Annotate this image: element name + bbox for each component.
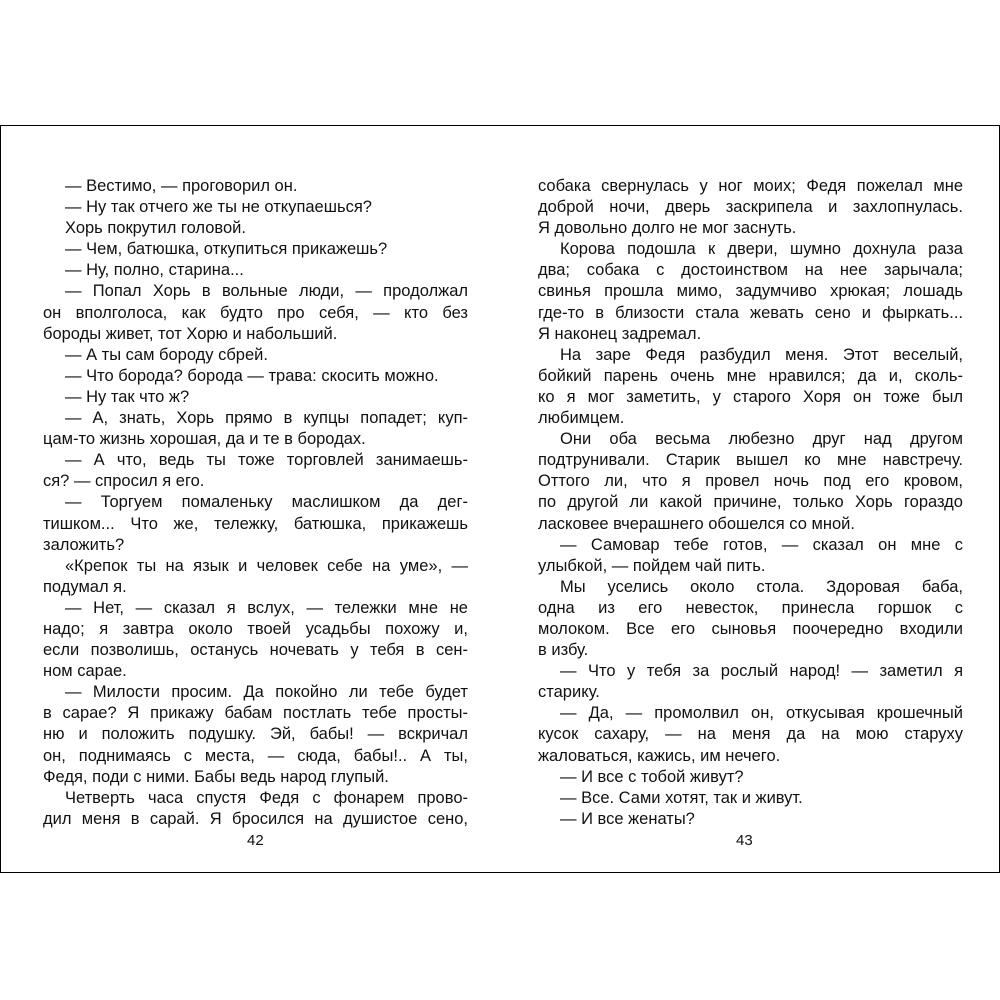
text-line: Федя, поди с ними. Бабы ведь народ глупый.: [43, 767, 389, 786]
text-line: — И все женаты?: [560, 809, 695, 828]
text-line: — Чем, батюшка, откупиться прикажешь?: [65, 240, 388, 259]
text-line: Четверть часа спустя Федя с фонарем прово-: [65, 788, 468, 807]
text-line: — А ты сам бороду сбрей.: [65, 345, 268, 364]
text-line: свинья прошла мимо, задумчиво хрюкая; лошадь: [538, 282, 963, 301]
text-line: дил меня в сарай. Я бросился на душистое сено,: [43, 809, 468, 828]
text-line: по другой ли какой причине, только Хорь гораздо: [538, 493, 963, 512]
text-line: — Что борода? борода — трава: скосить можно.: [65, 366, 439, 385]
text-line: старику.: [538, 683, 600, 702]
text-line: — Вестимо, — проговорил он.: [65, 177, 298, 195]
text-line: — Нет, — сказал я вслух, — тележки мне не: [65, 598, 468, 617]
text-line: — А, знать, Хорь прямо в купцы попадет; куп-: [65, 409, 468, 428]
text-line: — Торгуем помаленьку маслишком да дег-: [65, 493, 468, 512]
text-line: Я довольно долго не мог заснуть.: [538, 219, 797, 238]
text-line: надо; я завтра около твоей усадьбы похожу и,: [43, 619, 468, 638]
text-line: ласковее вчерашнего обошелся со мной.: [538, 514, 855, 533]
text-line: «Крепок ты на язык и человек себе на уме», —: [65, 556, 468, 575]
text-line: если позволишь, останусь ночевать у тебя в сен-: [43, 641, 468, 660]
text-line: где-то в близости стала жевать сено и фыркать...: [538, 303, 963, 322]
text-line: — Да, — промолвил он, откусывая крошечный: [560, 704, 963, 723]
text-line: — Ну, полно, старина...: [65, 261, 244, 280]
text-line: доброй ночи, дверь заскрипела и захлопнулась.: [538, 198, 963, 217]
text-line: подтрунивали. Старик вышел ко мне навстречу.: [538, 451, 963, 470]
text-line: в сарае? Я прикажу бабам постлать тебе просты-: [43, 704, 468, 723]
text-line: — Все. Сами хотят, так и живут.: [560, 788, 803, 807]
text-line: — Милости просим. Да покойно ли тебе будет: [65, 683, 468, 702]
text-line: бойкий парень очень мне нравился; да и, сколь-: [538, 366, 963, 385]
text-line: бороды живет, тот Хорю и набольший.: [43, 324, 338, 343]
text-line: молоком. Все его сыновья поочередно входили: [538, 619, 963, 638]
right-page: [538, 176, 963, 830]
text-line: он вполголоса, как будто про себя, — кто без: [43, 303, 468, 322]
text-line: ню и положить подушку. Эй, бабы! — вскричал: [43, 725, 468, 744]
text-line: кусок сахару, — на меня да на мою старуху: [538, 725, 963, 744]
text-line: ном сарае.: [43, 662, 127, 681]
text-line: улыбкой, — пойдем чай пить.: [538, 556, 766, 575]
text-line: Мы уселись около стола. Здоровая баба,: [560, 577, 963, 596]
text-line: Корова подошла к двери, шумно дохнула раза: [560, 240, 963, 259]
book-spread: [0, 125, 1000, 873]
text-line: Оттого ли, что я провел ночь под его кровом,: [538, 472, 963, 491]
text-line: заложить?: [43, 535, 125, 554]
text-line: жаловаться, кажись, им нечего.: [538, 746, 781, 765]
text-line: он, поднимаясь с места, — сюда, бабы!.. А ты,: [43, 746, 468, 765]
text-line: цам-то жизнь хорошая, да и те в бородах.: [43, 430, 366, 449]
text-line: — И все с тобой живут?: [560, 767, 744, 786]
text-line: тишком... Что же, тележку, батюшка, прикажешь: [43, 514, 468, 533]
text-line: собака свернулась у ног моих; Федя пожелал мне: [538, 177, 963, 195]
text-line: Я наконец задремал.: [538, 324, 702, 343]
text-line: одна из его невесток, принесла горшок с: [538, 598, 963, 617]
right-page-number: 43: [736, 832, 753, 849]
text-line: любимцем.: [538, 409, 625, 428]
text-line: — Ну так что ж?: [65, 387, 190, 406]
text-line: подумал я.: [43, 577, 127, 596]
text-line: — Ну так отчего же ты не откупаешься?: [65, 198, 372, 217]
text-line: Они оба весьма любезно друг над другом: [560, 430, 963, 449]
text-line: — Самовар тебе готов, — сказал он мне с: [560, 535, 963, 554]
text-line: — Что у тебя за рослый народ! — заметил я: [560, 662, 963, 681]
text-line: два; собака с достоинством на нее зарычала;: [538, 261, 963, 280]
text-line: На заре Федя разбудил меня. Этот веселый,: [560, 345, 963, 364]
text-line: — Попал Хорь в вольные люди, — продолжал: [65, 282, 468, 301]
text-line: — А что, ведь ты тоже торговлей занимаешь-: [65, 451, 468, 470]
text-line: ко я мог заметить, у старого Хоря он тоже был: [538, 387, 963, 406]
text-line: ся? — спросил я его.: [43, 472, 205, 491]
text-line: в избу.: [538, 641, 589, 660]
left-page: [43, 176, 468, 830]
left-page-number: 42: [247, 832, 264, 849]
text-line: Хорь покрутил головой.: [65, 219, 246, 238]
